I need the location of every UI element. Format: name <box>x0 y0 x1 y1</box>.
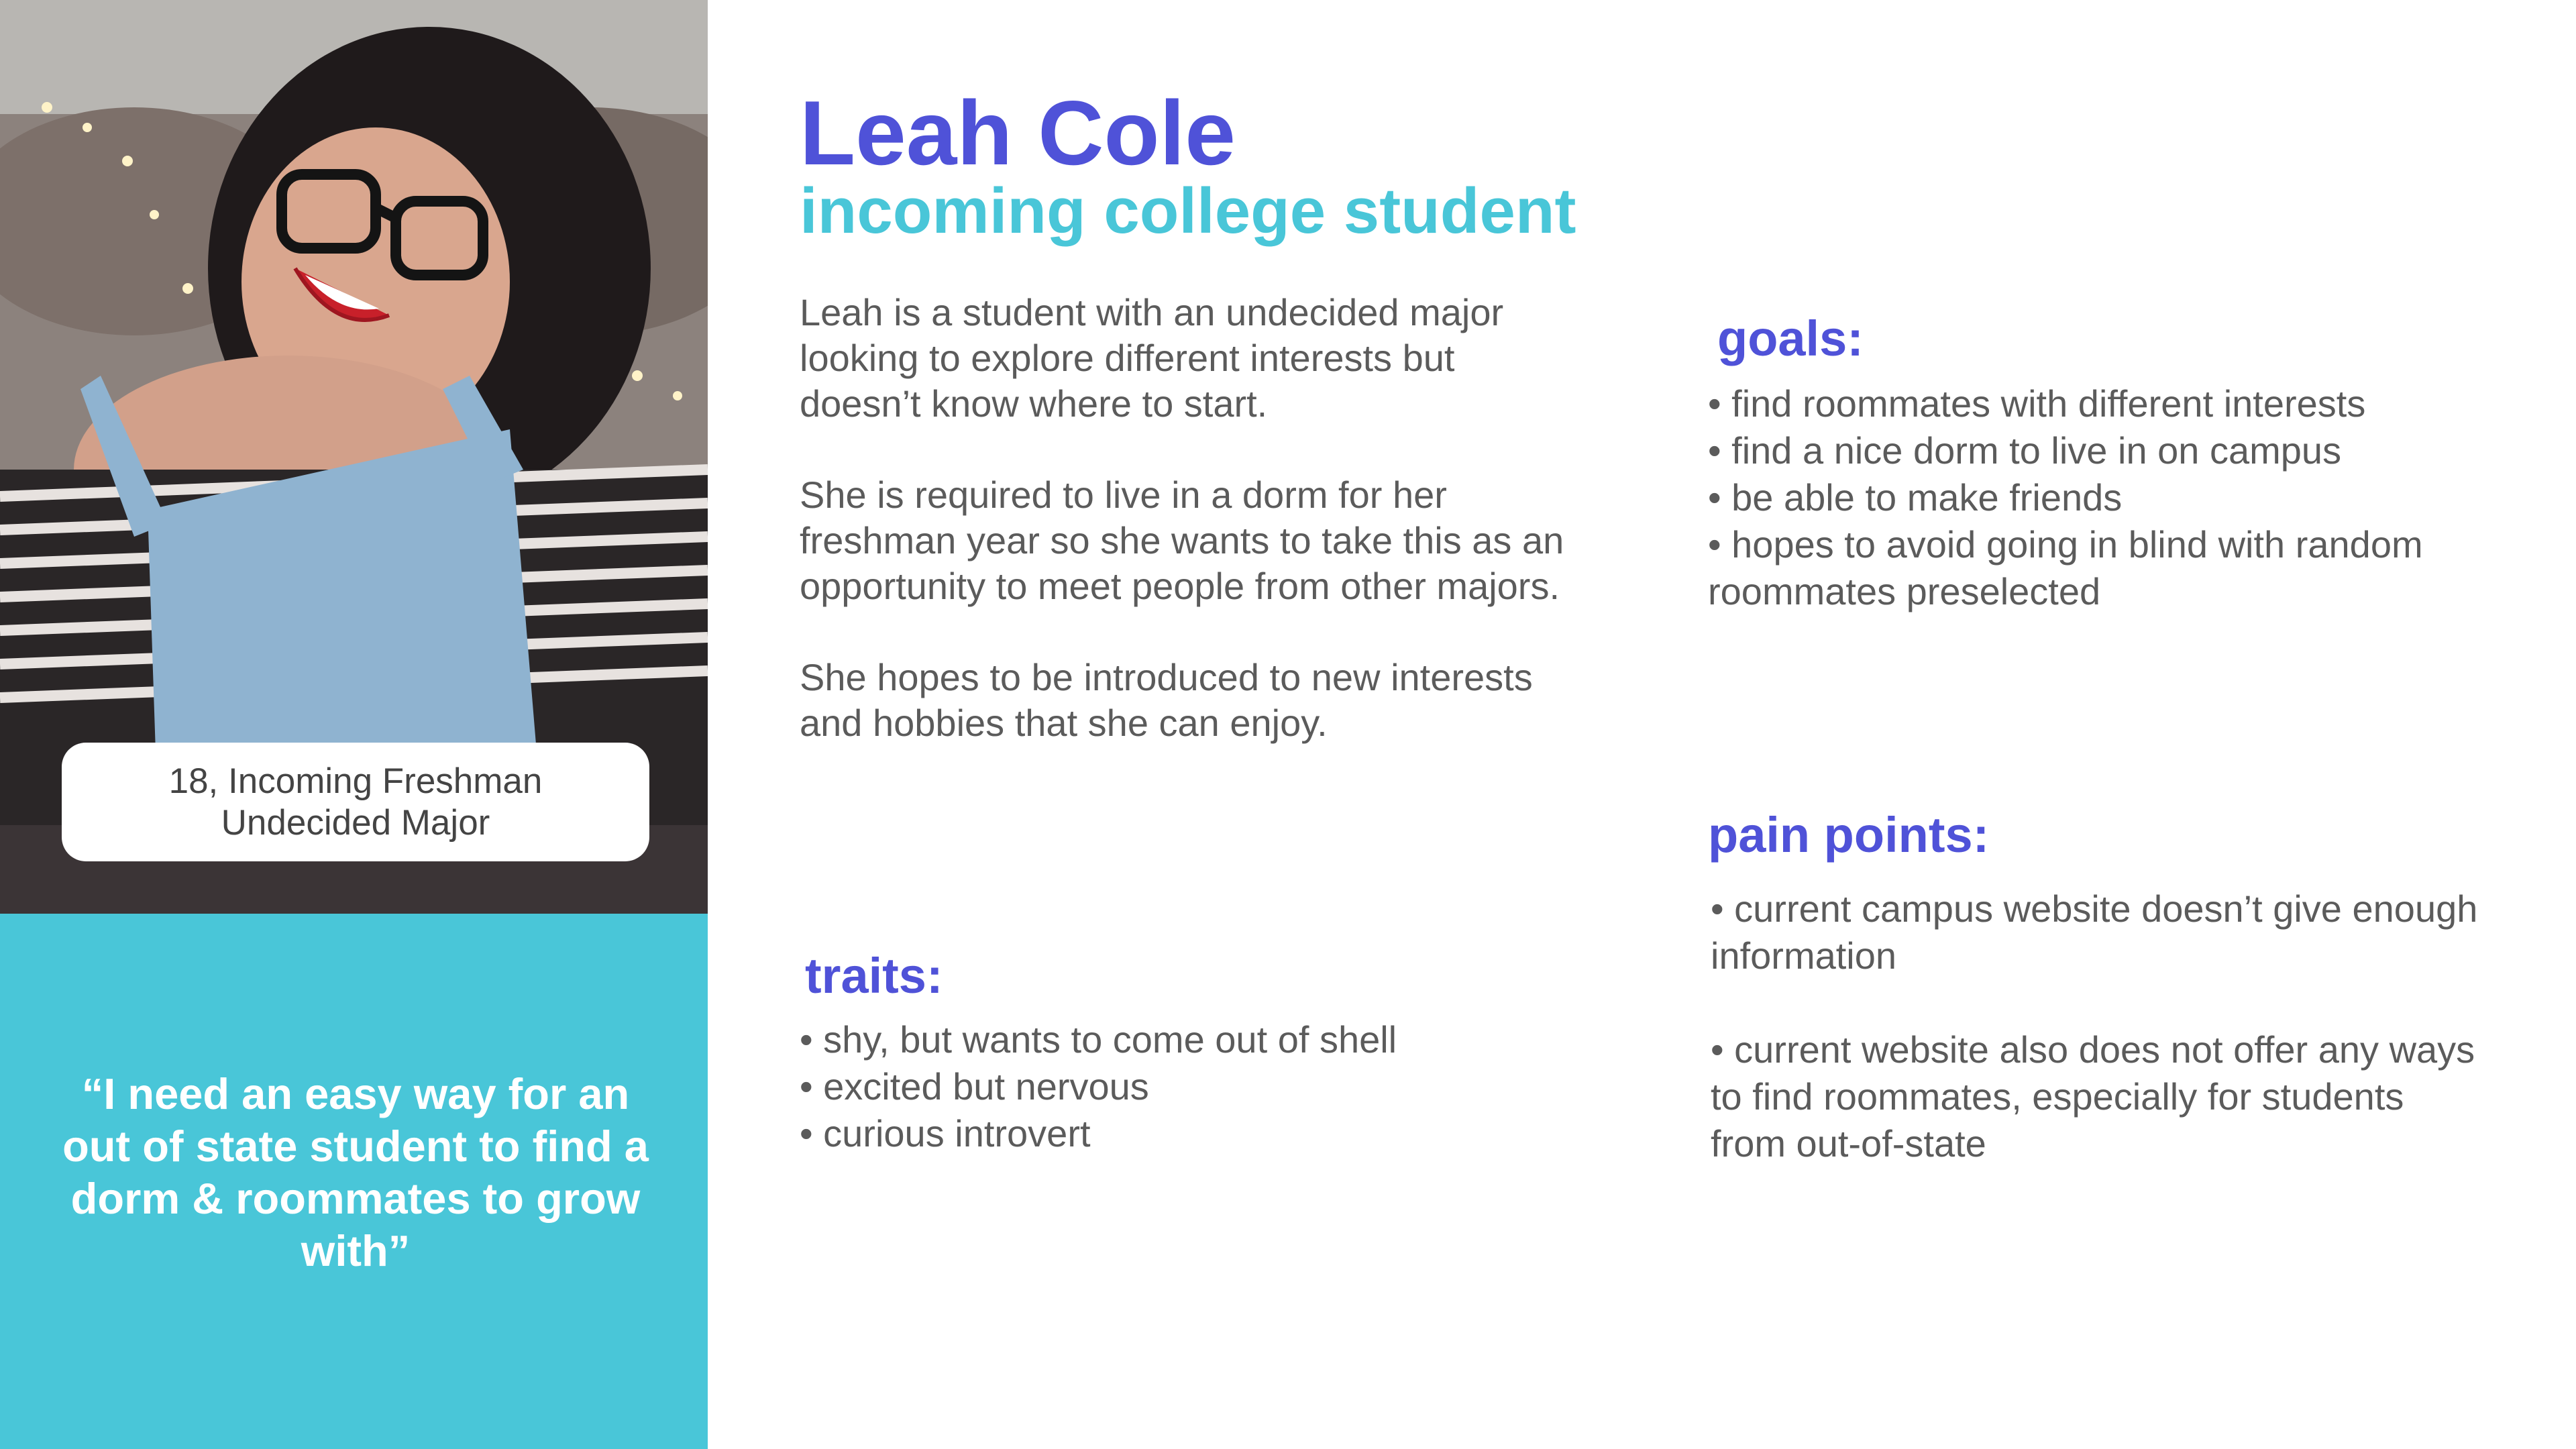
list-spacer <box>1711 979 2489 1026</box>
list-item: • excited but nervous <box>800 1065 1149 1108</box>
goals-heading: goals: <box>1717 311 1864 366</box>
pain-points-heading: pain points: <box>1708 807 1990 863</box>
traits-heading: traits: <box>805 948 943 1004</box>
persona-photo <box>0 0 708 914</box>
persona-quote: “I need an easy way for an out of state student to find a dorm & roommates to grow with” <box>62 1069 649 1275</box>
persona-name: Leah Cole <box>800 82 1236 184</box>
list-item: • curious introvert <box>800 1112 1091 1155</box>
list-item: • find a nice dorm to live in on campus <box>1708 429 2342 472</box>
persona-role: incoming college student <box>800 175 1576 247</box>
list-item: • find roommates with different interests <box>1708 382 2366 425</box>
list-item: • current campus website doesn’t give enough information <box>1711 888 2478 977</box>
pain-points-list <box>1711 885 2489 1167</box>
goals-list <box>1708 380 2473 615</box>
list-item: • shy, but wants to come out of shell <box>800 1018 1397 1061</box>
bio-paragraph: Leah is a student with an undecided major looking to explore different interests but doesn’t know where to start. <box>800 291 1504 425</box>
list-item: • hopes to avoid going in blind with random roommates preselected <box>1708 523 2423 612</box>
bio-paragraph: She is required to live in a dorm for her freshman year so she wants to take this as an opportunity to meet people from other majors. <box>800 474 1564 607</box>
major: Undecided Major <box>221 802 490 843</box>
bio-paragraph: She hopes to be introduced to new interests and hobbies that she can enjoy. <box>800 656 1533 744</box>
list-item: • be able to make friends <box>1708 476 2123 519</box>
list-item: • current website also does not offer any ways to find roommates, especially for students from out-of-state <box>1711 1028 2475 1165</box>
persona-bio <box>800 290 1571 792</box>
profile-badge <box>62 743 649 861</box>
traits-list <box>800 1016 1605 1157</box>
age-and-status: 18, Incoming Freshman <box>168 761 543 801</box>
quote-panel <box>0 914 708 1449</box>
